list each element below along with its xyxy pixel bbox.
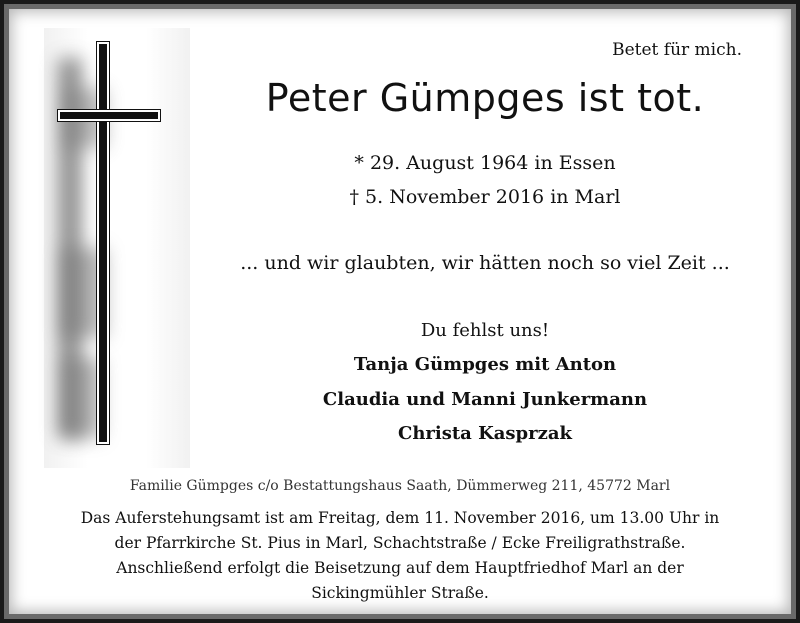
headline: Peter Gümpges ist tot. <box>265 76 705 120</box>
service-line: Das Auferstehungsamt ist am Freitag, dem 11. November 2016, um 13.00 Uhr in <box>80 509 720 527</box>
mourner-name: Christa Kasprzak <box>398 423 572 444</box>
motto-text: Betet für mich. <box>612 40 742 60</box>
mourner-name: Tanja Gümpges mit Anton <box>353 354 617 375</box>
service-line: der Pfarrkirche St. Pius in Marl, Schachtstraße / Ecke Freiligrathstraße. <box>114 534 686 552</box>
missing-you-text: Du fehlst uns! <box>420 320 550 341</box>
birth-line: * 29. August 1964 in Essen <box>354 152 616 174</box>
death-line: † 5. November 2016 in Marl <box>349 186 621 208</box>
mourner-name: Claudia und Manni Junkermann <box>322 389 648 410</box>
service-line: Sickingmühler Straße. <box>311 584 489 602</box>
cross-bar <box>58 110 160 121</box>
service-info <box>20 506 780 606</box>
service-line: Anschließend erfolgt die Beisetzung auf dem Hauptfriedhof Marl an der <box>116 559 684 577</box>
family-address: Familie Gümpges c/o Bestattungshaus Saath, Dümmerweg 211, 45772 Marl <box>129 478 671 494</box>
cross-panel <box>44 28 190 468</box>
quote: ... und wir glaubten, wir hätten noch so viel Zeit ... <box>240 252 730 274</box>
latin-cross-icon <box>97 42 109 444</box>
